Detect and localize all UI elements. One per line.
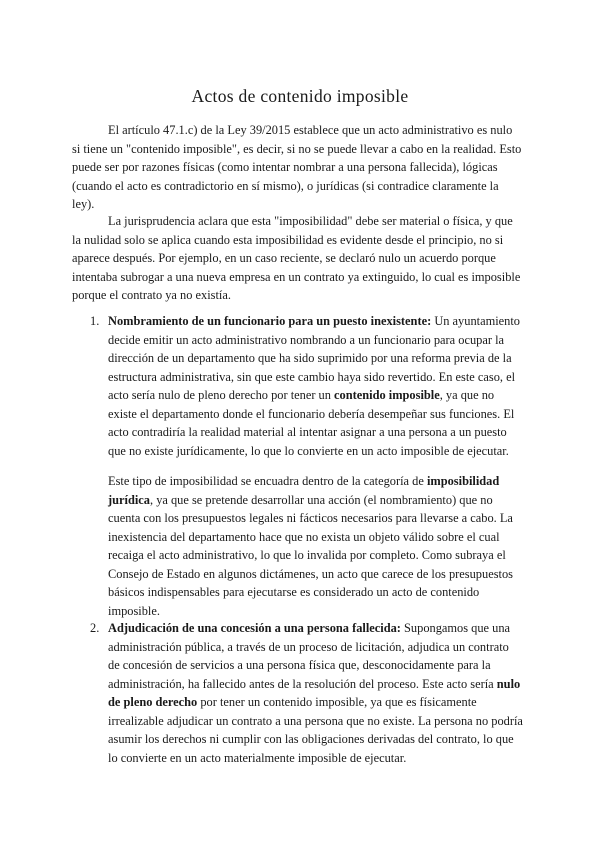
emphasis-term: nulo de pleno derecho bbox=[108, 676, 521, 709]
list-item-body bbox=[108, 312, 523, 620]
list-item-text: Este tipo de imposibilidad se encuadra dentro de la categoría de bbox=[108, 474, 427, 488]
list-item-paragraph bbox=[108, 472, 523, 620]
list-item-paragraph bbox=[108, 312, 523, 460]
list-item-text: por tener un contenido imposible, ya que es físicamente irrealizable adjudicar un contrato a una persona que no existe. La persona no podría asumir los derechos ni cumplir con las obligaciones derivadas del contrato, lo que lo convierte en un acto materialmente imposible de ejecutar. bbox=[108, 695, 523, 765]
emphasis-term: contenido imposible bbox=[334, 388, 440, 402]
list-item-text: , ya que no existe el departamento donde el funcionario debería desempeñar sus funciones. El acto contradiría la realidad material al intentar asignar a una persona a un puesto que no existe jurídicamente, lo que lo convierte en un acto imposible de ejecutar. bbox=[108, 388, 515, 458]
intro-paragraph-2: La jurisprudencia aclara que esta "imposibilidad" debe ser material o física, y que la nulidad solo se aplica cuando esta imposibilidad es evidente desde el principio, no si aparece después. Por ejemplo, en un caso reciente, se declaró nulo un acuerdo porque intentaba subrogar a una nueva empresa en un contrato ya extinguido, lo cual es imposible porque el contrato ya no existía. bbox=[72, 214, 521, 302]
list-item-paragraph bbox=[108, 619, 523, 767]
list-item-number: 2. bbox=[90, 621, 100, 635]
list-item bbox=[72, 312, 523, 620]
list-item-text: Un ayuntamiento decide emitir un acto administrativo nombrando a un funcionario para ocupar la dirección de un departamento que ha sido suprimido por una reforma previa de la estructura administrativa, sin que este cambio haya sido revertido. En este caso, el acto sería nulo de pleno derecho por tener un bbox=[108, 314, 520, 402]
intro-paragraph-1: El artículo 47.1.c) de la Ley 39/2015 establece que un acto administrativo es nulo si tiene un "contenido imposible", es decir, si no se puede llevar a cabo en la realidad. Esto puede ser por razones físicas (como intentar nombrar a una persona fallecida), lógicas (cuando el acto es contradictorio en sí mismo), o jurídicas (si contradice claramente la ley). bbox=[72, 123, 522, 211]
list-item bbox=[72, 619, 523, 767]
list-item-text: Supongamos que una administración pública, a través de un proceso de licitación, adjudica un contrato de concesión de servicios a una persona física que, desconocidamente para la administración, ha fallecido antes de la resolución del proceso. Este acto sería bbox=[108, 621, 511, 691]
list-item-body bbox=[108, 619, 523, 767]
emphasis-term: imposibilidad jurídica bbox=[108, 474, 500, 507]
list-item-heading: Nombramiento de un funcionario para un puesto inexistente: bbox=[108, 314, 432, 328]
list-item-text: , ya que se pretende desarrollar una acción (el nombramiento) que no cuenta con los presupuestos legales ni fácticos necesarios para llevarse a cabo. La inexistencia del departamento hace que no exista un objeto válido sobre el cual recaiga el acto administrativo, lo que lo invalida por completo. Como subraya el Consejo de Estado en algunos dictámenes, un acto que carece de los presupuestos básicos indispensables para ejecutarse es considerado un acto de contenido imposible. bbox=[108, 492, 513, 618]
document-title: Actos de contenido imposible bbox=[191, 86, 409, 106]
list-item-heading: Adjudicación de una concesión a una persona fallecida: bbox=[108, 621, 401, 635]
list-item-number: 1. bbox=[90, 314, 100, 328]
